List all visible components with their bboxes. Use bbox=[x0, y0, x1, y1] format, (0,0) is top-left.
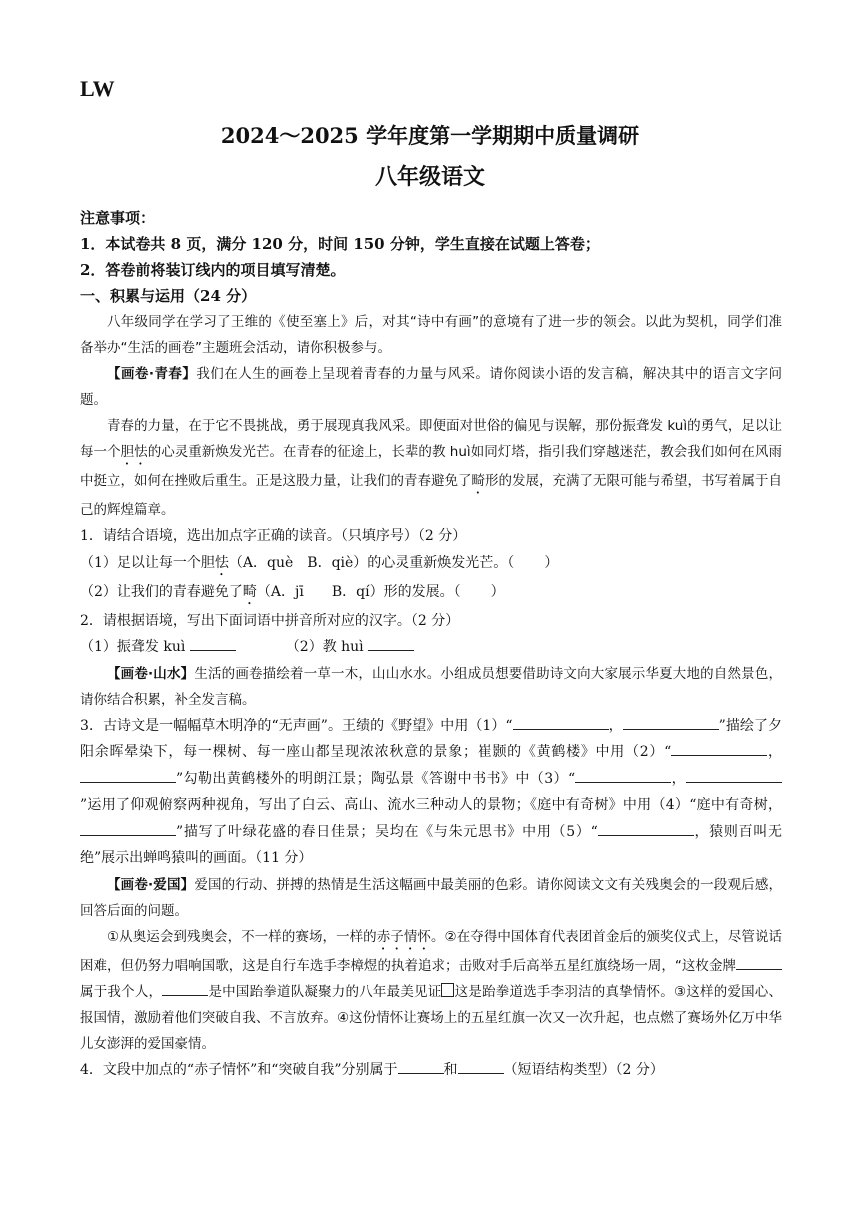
youth-tag: 【画卷·青春】 bbox=[107, 366, 197, 382]
q3-text: ， bbox=[767, 744, 783, 760]
patriot-tag: 【画卷·爱国】 bbox=[107, 876, 195, 893]
patriot-text: 属于我个人， bbox=[80, 983, 163, 1000]
patriot-text: ①从奥运会到残奥会，不一样的赛场，一样的 bbox=[107, 928, 377, 945]
q1-text: （2）让我们的青春避免了 bbox=[80, 583, 243, 600]
answer-blank[interactable] bbox=[686, 768, 782, 783]
q3-text: ，猿则百叫无绝”展示出蝉鸣猿叫的画面。（11 分） bbox=[80, 823, 782, 866]
youth-prompt bbox=[80, 361, 782, 413]
q2-item-2: （2）教 huì bbox=[285, 639, 364, 655]
q3-text: ”运用了仰观俯察两种视角，写出了白云、高山、流水三种动人的景物；《庭中有奇树》中用（4）“庭中有奇树， bbox=[80, 797, 782, 813]
answer-blank[interactable] bbox=[736, 955, 782, 970]
punctuation-box[interactable] bbox=[441, 983, 454, 997]
youth-passage bbox=[80, 413, 782, 523]
landscape-tag: 【画卷·山水】 bbox=[107, 665, 195, 682]
q1-dotted-char: 畸 bbox=[242, 583, 257, 600]
q2-item-1: （1）振聋发 kuì bbox=[80, 639, 186, 655]
exam-title: 2024～2025 学年度第一学期期中质量调研 bbox=[220, 123, 640, 148]
answer-blank[interactable] bbox=[368, 636, 414, 651]
notes-item-1: 1．本试卷共 8 页，满分 120 分，时间 150 分钟，学生直接在试题上答卷； bbox=[80, 235, 600, 253]
q4-text: （短语结构类型）（2 分） bbox=[503, 1061, 664, 1078]
answer-blank[interactable] bbox=[623, 715, 719, 730]
youth-passage-part: 形的发展，充满了无限可能与希望，书写着属于自己的辉煌篇章。 bbox=[80, 473, 782, 518]
patriot-prompt bbox=[80, 872, 782, 924]
question-4 bbox=[80, 1057, 782, 1084]
question-1-item-2 bbox=[80, 579, 782, 608]
section-heading: 一、积累与运用（24 分） bbox=[80, 287, 257, 305]
section-intro: 八年级同学在学习了王维的《使至塞上》后，对其“诗中有画”的意境有了进一步的领会。以此为契机，同学们准备举办“生活的画卷”主题班会活动，请你积极参与。 bbox=[80, 314, 782, 356]
q1-text: （A．què B．qiè）的心灵重新焕发光芒。（ bbox=[228, 554, 515, 571]
youth-prompt-text: 我们在人生的画卷上呈现着青春的力量与风采。请你阅读小语的发言稿，解决其中的语言文字问题。 bbox=[80, 366, 782, 408]
patriot-text: 。②在夺得中国体育代表团首金后的颁奖仪式上，尽管说话困难，但仍努力唱响国歌，这是自行车选手李樟煜的执着追求；击败对手后高举五星红旗绕场一周，“这枚金牌 bbox=[80, 928, 783, 974]
paper-code: LW bbox=[80, 76, 115, 101]
q1-text: （A．jī B．qí）形的发展。（ bbox=[256, 583, 461, 600]
q1-text: （1）足以让每一个胆 bbox=[80, 554, 215, 571]
notes-heading: 注意事项： bbox=[80, 209, 156, 227]
dotted-phrase: 赤子情怀 bbox=[376, 928, 431, 945]
answer-blank[interactable] bbox=[671, 741, 767, 756]
patriot-text: 是中国跆拳道队凝聚力的八年最美见证 bbox=[208, 983, 442, 1000]
answer-blank[interactable] bbox=[162, 981, 208, 996]
question-2-items bbox=[80, 634, 782, 661]
dotted-word-qi: 畸 bbox=[471, 473, 485, 489]
q3-text: ， bbox=[671, 770, 686, 787]
q3-text: ， bbox=[608, 717, 623, 734]
answer-blank[interactable] bbox=[398, 1059, 444, 1074]
answer-blank[interactable] bbox=[598, 821, 694, 836]
answer-blank[interactable] bbox=[513, 715, 609, 730]
youth-passage-part: 青春的力量，在于它不畏挑战，勇于展现真我风采。即便面对世俗的偏见与误解，那份振聋发 kuì的勇气，足以让每一个 bbox=[80, 418, 782, 460]
q3-text: ”描绘了夕阳余晖晕染下，每一棵树、每一座山都呈现浓浓秋意的景象；崔颢的《黄鹤楼》中用（2）“ bbox=[80, 717, 782, 760]
answer-blank[interactable] bbox=[80, 768, 176, 783]
q4-text: 和 bbox=[443, 1061, 458, 1078]
q3-text: 3．古诗文是一幅幅草木明净的“无声画”。王绩的《野望》中用（1）“ bbox=[80, 717, 513, 734]
q1-text: ） bbox=[544, 554, 559, 571]
q3-text: ”描写了叶绿花盛的春日佳景；吴均在《与朱元思书》中用（5）“ bbox=[176, 823, 598, 840]
answer-blank[interactable] bbox=[190, 636, 236, 651]
question-3 bbox=[80, 713, 782, 872]
subject-title: 八年级语文 bbox=[374, 164, 485, 190]
notes-item-2: 2．答卷前将装订线内的项目填写清楚。 bbox=[80, 261, 346, 279]
answer-blank[interactable] bbox=[80, 821, 176, 836]
q1-dotted-char: 怯 bbox=[214, 554, 229, 571]
answer-blank[interactable] bbox=[575, 768, 671, 783]
exam-content bbox=[80, 205, 782, 1083]
patriot-text: 这是跆拳道选手李羽洁的真挚情怀。③这样的爱国心、报国情，激励着他们突破自我、不言放弃。④这份情怀让赛场上的五星红旗一次又一次升起，也点燃了赛场外亿万中华儿女澎湃的爱国豪情。 bbox=[80, 983, 783, 1052]
dotted-word-qie: 胆怯 bbox=[120, 444, 148, 460]
landscape-prompt-text: 生活的画卷描绘着一草一木，山山水水。小组成员想要借助诗文向大家展示华夏大地的自然景色，请你结合积累，补全发言稿。 bbox=[80, 665, 782, 708]
answer-blank[interactable] bbox=[458, 1059, 504, 1074]
question-1-item-1 bbox=[80, 550, 782, 579]
question-2-stem: 2．请根据语境，写出下面词语中拼音所对应的汉字。（2 分） bbox=[80, 612, 460, 629]
youth-passage-part: 的心灵重新焕发光芒。在青春的征途上，长辈的教 huì如同灯塔，指引我们穿越迷茫，教会我们如何在风雨中挺立，如何在挫败后重生。正是这股力量，让我们的青春避免了 bbox=[80, 444, 783, 489]
question-1-stem: 1．请结合语境，选出加点字正确的读音。（只填序号）（2 分） bbox=[80, 528, 467, 544]
q3-text: ”勾勒出黄鹤楼外的明朗江景；陶弘景《答谢中书书》中（3）“ bbox=[176, 770, 576, 787]
patriot-prompt-text: 爱国的行动、拼搏的热情是生活这幅画中最美丽的色彩。请你阅读文文有关残奥会的一段观后感，回答后面的问题。 bbox=[80, 876, 782, 919]
landscape-prompt bbox=[80, 661, 782, 713]
q4-text: 4．文段中加点的“赤子情怀”和“突破自我”分别属于 bbox=[80, 1061, 398, 1078]
patriot-passage bbox=[80, 924, 782, 1057]
q1-text: ） bbox=[490, 583, 505, 600]
